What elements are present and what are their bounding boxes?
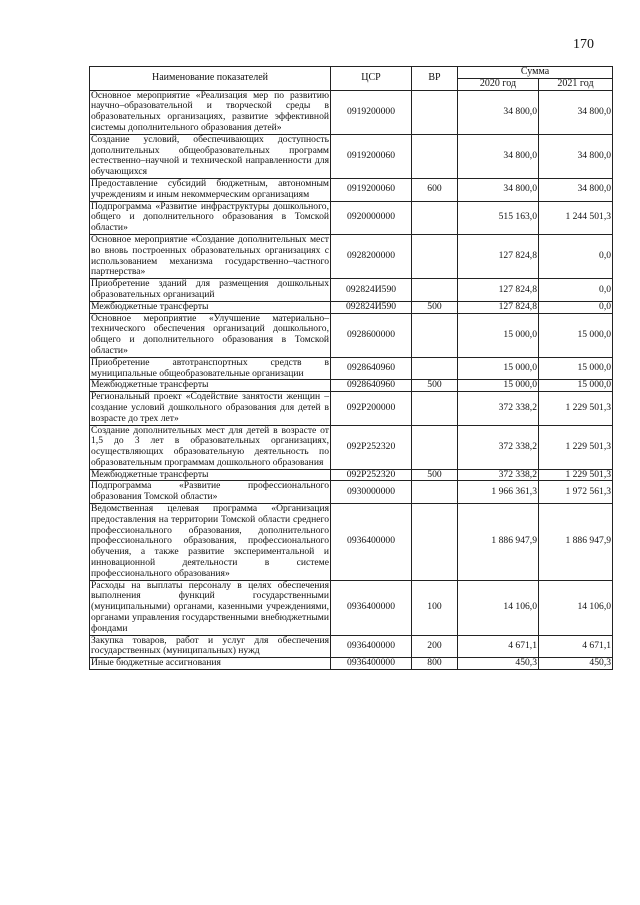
header-vr: ВР (412, 67, 458, 91)
cell-csr: 0936400000 (331, 658, 412, 670)
cell-y2021: 0,0 (539, 279, 613, 302)
table-row (90, 234, 613, 278)
cell-y2020: 127 824,8 (458, 234, 539, 278)
cell-csr: 0928640960 (331, 380, 412, 392)
cell-name: Межбюджетные трансферты (90, 380, 331, 392)
cell-name: Расходы на выплаты персоналу в целях обеспечения выполнения функций государственными (муниципальными) органами, казенными учреждениями, органами управления государственными внебюджетными фондами (91, 579, 329, 634)
cell-y2020: 14 106,0 (458, 580, 539, 635)
cell-y2020: 515 163,0 (458, 201, 539, 234)
header-sum: Сумма (458, 67, 613, 79)
header-year-2021: 2021 год (539, 78, 613, 90)
cell-name: Основное мероприятие «Реализация мер по развитию научно–образовательной и творческой среды в образовательных организациях, развитие эффективной системы дополнительного образования детей» (91, 89, 329, 133)
cell-name: Межбюджетные трансферты (90, 301, 331, 313)
cell-vr: 500 (412, 301, 458, 313)
header-year-2020: 2020 год (458, 78, 539, 90)
table-row (90, 580, 613, 635)
table-row (90, 313, 613, 357)
table-row (90, 635, 613, 658)
cell-vr (412, 481, 458, 504)
cell-vr (412, 134, 458, 178)
cell-y2021: 14 106,0 (539, 580, 613, 635)
table-row (90, 504, 613, 581)
cell-y2021: 34 800,0 (539, 90, 613, 134)
table-row (90, 392, 613, 425)
table-row (90, 481, 613, 504)
cell-name: Подпрограмма «Развитие профессионального образования Томской области» (91, 480, 329, 503)
cell-csr: 0919200060 (331, 134, 412, 178)
cell-csr: 0928600000 (331, 313, 412, 357)
page-number: 170 (573, 37, 594, 52)
cell-y2020: 4 671,1 (458, 635, 539, 658)
cell-y2021: 1 229 501,3 (539, 425, 613, 469)
cell-y2021: 1 244 501,3 (539, 201, 613, 234)
cell-name: Ведомственная целевая программа «Организация предоставления на территории Томской области среднего профессионального образования, дополнительного профессионального образования, профессионального обучения, а также развитие экспериментальной и инновационной деятельности в системе профессионального образования» (91, 503, 329, 579)
cell-csr: 0936400000 (331, 580, 412, 635)
table-row (90, 658, 613, 670)
cell-y2020: 15 000,0 (458, 380, 539, 392)
cell-csr: 0930000000 (331, 481, 412, 504)
cell-y2021: 1 229 501,3 (539, 469, 613, 481)
cell-csr: 0936400000 (331, 504, 412, 581)
cell-y2020: 15 000,0 (458, 313, 539, 357)
cell-csr: 0919200000 (331, 90, 412, 134)
cell-name: Межбюджетные трансферты (90, 469, 331, 481)
cell-name: Предоставление субсидий бюджетным, автономным учреждениям и иным некоммерческим организациям (91, 177, 329, 200)
cell-y2020: 1 886 947,9 (458, 504, 539, 581)
budget-table (89, 66, 613, 670)
cell-csr: 0919200060 (331, 178, 412, 201)
table-row (90, 425, 613, 469)
cell-y2021: 0,0 (539, 301, 613, 313)
table-row (90, 357, 613, 380)
cell-y2020: 15 000,0 (458, 357, 539, 380)
cell-name: Закупка товаров, работ и услуг для обеспечения государственных (муниципальных) нужд (91, 634, 329, 657)
cell-csr: 092824И590 (331, 301, 412, 313)
cell-y2020: 372 338,2 (458, 469, 539, 481)
cell-vr (412, 392, 458, 425)
cell-vr: 500 (412, 469, 458, 481)
cell-vr (412, 425, 458, 469)
cell-y2021: 0,0 (539, 234, 613, 278)
table-row (90, 469, 613, 481)
cell-y2021: 15 000,0 (539, 357, 613, 380)
cell-vr: 600 (412, 178, 458, 201)
cell-y2020: 127 824,8 (458, 279, 539, 302)
cell-name: Основное мероприятие «Улучшение материально–технического обеспечения организаций дошкольного, общего и дополнительного образования в Томской области» (91, 312, 329, 356)
cell-y2020: 1 966 361,3 (458, 481, 539, 504)
cell-csr: 0936400000 (331, 635, 412, 658)
cell-y2021: 450,3 (539, 658, 613, 670)
cell-vr: 500 (412, 380, 458, 392)
cell-y2021: 34 800,0 (539, 134, 613, 178)
header-name: Наименование показателей (90, 67, 331, 91)
table-row (90, 178, 613, 201)
cell-csr: 092P252320 (331, 469, 412, 481)
cell-csr: 0920000000 (331, 201, 412, 234)
cell-y2021: 1 972 561,3 (539, 481, 613, 504)
cell-csr: 0928200000 (331, 234, 412, 278)
cell-name: Создание условий, обеспечивающих доступность дополнительных общеобразовательных программ естественно–научной и технической направленности для обучающихся (91, 133, 329, 178)
cell-csr: 0928640960 (331, 357, 412, 380)
header-csr: ЦСР (331, 67, 412, 91)
cell-vr: 200 (412, 635, 458, 658)
cell-name: Приобретение зданий для размещения дошкольных образовательных организаций (91, 278, 329, 300)
table-header (90, 67, 613, 91)
cell-vr (412, 313, 458, 357)
table-row (90, 90, 613, 134)
cell-name: Подпрограмма «Развитие инфраструктуры дошкольного, общего и дополнительного образования в Томской области» (91, 200, 329, 234)
cell-csr: 092P252320 (331, 425, 412, 469)
cell-y2021: 34 800,0 (539, 178, 613, 201)
cell-y2020: 34 800,0 (458, 178, 539, 201)
cell-name: Основное мероприятие «Создание дополнительных мест во вновь построенных образовательных организациях с использованием механизма государственно–частного партнерства» (91, 233, 329, 278)
cell-y2021: 4 671,1 (539, 635, 613, 658)
cell-y2020: 127 824,8 (458, 301, 539, 313)
cell-name: Иные бюджетные ассигнования (90, 658, 331, 670)
cell-name: Приобретение автотранспортных средств в муниципальные общеобразовательные организации (91, 356, 329, 379)
table-row (90, 201, 613, 234)
cell-y2020: 372 338,2 (458, 425, 539, 469)
cell-y2021: 15 000,0 (539, 380, 613, 392)
cell-vr (412, 234, 458, 278)
cell-csr: 092824И590 (331, 279, 412, 302)
cell-vr (412, 90, 458, 134)
table-row (90, 134, 613, 178)
table-row (90, 279, 613, 302)
cell-y2021: 1 886 947,9 (539, 504, 613, 581)
cell-name: Создание дополнительных мест для детей в возрасте от 1,5 до 3 лет в образовательных организациях, осуществляющих образовательную деятельность по образовательным программам дошкольного образования (91, 424, 329, 468)
cell-vr (412, 279, 458, 302)
cell-y2020: 34 800,0 (458, 134, 539, 178)
cell-vr (412, 504, 458, 581)
cell-vr: 100 (412, 580, 458, 635)
table-body (90, 90, 613, 669)
cell-name: Региональный проект «Содействие занятости женщин – создание условий дошкольного образования для детей в возрасте до трех лет» (91, 391, 329, 424)
table-row (90, 380, 613, 392)
cell-y2021: 1 229 501,3 (539, 392, 613, 425)
cell-y2020: 450,3 (458, 658, 539, 670)
cell-vr: 800 (412, 658, 458, 670)
cell-vr (412, 201, 458, 234)
cell-y2020: 34 800,0 (458, 90, 539, 134)
cell-vr (412, 357, 458, 380)
table-row (90, 301, 613, 313)
cell-csr: 092P200000 (331, 392, 412, 425)
cell-y2021: 15 000,0 (539, 313, 613, 357)
cell-y2020: 372 338,2 (458, 392, 539, 425)
